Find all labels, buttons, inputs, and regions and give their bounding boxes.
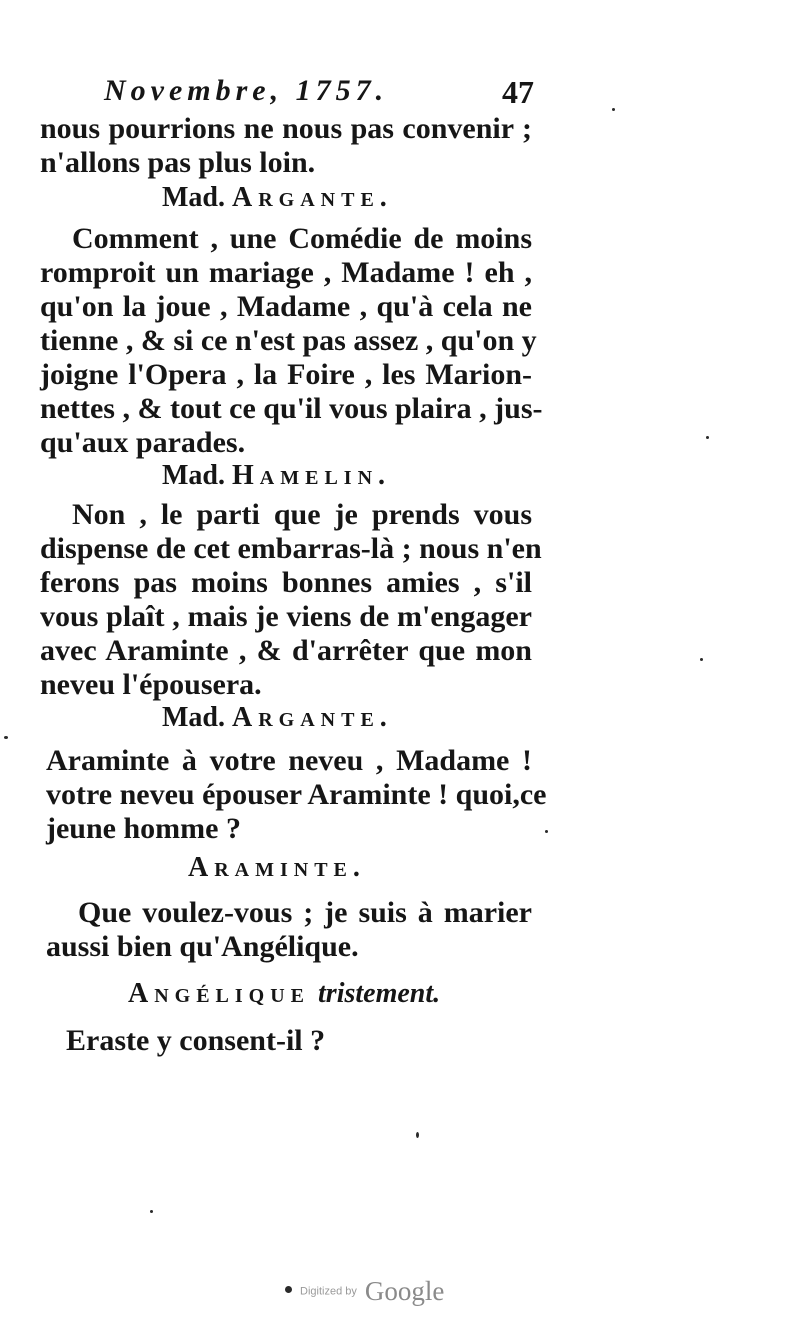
speaker-name: Hamelin.	[232, 460, 392, 491]
speaker-heading	[162, 702, 393, 734]
text-line: neveu l'épousera.	[40, 668, 262, 701]
speaker-heading	[188, 852, 366, 884]
text-line: nettes , & tout ce qu'il vous plaira , jus-	[40, 392, 543, 425]
text-line: tienne , & si ce n'est pas assez , qu'on y	[40, 324, 537, 357]
ink-speck	[545, 830, 548, 833]
text-line: Araminte à votre neveu , Madame !	[46, 744, 532, 777]
text-line: avec Araminte , & d'arrêter que mon	[40, 634, 532, 667]
speaker-prefix: Mad.	[162, 182, 225, 213]
speaker-name: Araminte.	[188, 852, 366, 883]
watermark-small-text: Digitized by	[300, 1285, 357, 1298]
ink-speck	[150, 1210, 153, 1213]
text-line: dispense de cet embarras-là ; nous n'en	[40, 532, 542, 565]
text-line: Non , le parti que je prends vous	[72, 498, 532, 531]
watermark-logo-text: Google	[364, 1276, 445, 1306]
text-line: qu'on la joue , Madame , qu'à cela ne	[40, 290, 532, 323]
stage-direction: tristement.	[318, 978, 441, 1009]
text-line: Comment , une Comédie de moins	[72, 222, 532, 255]
ink-speck	[4, 736, 8, 739]
ink-speck	[612, 108, 615, 111]
running-title: Novembre, 1757.	[104, 74, 389, 107]
text-line: jeune homme ?	[46, 812, 241, 845]
speaker-name: Angélique	[128, 978, 311, 1009]
speaker-heading	[162, 460, 391, 492]
speaker-heading	[162, 182, 393, 214]
speaker-name: Argante.	[232, 182, 393, 213]
page-number: 47	[502, 74, 534, 110]
text-line: nous pourrions ne nous pas convenir ;	[40, 112, 532, 145]
ink-speck	[416, 1132, 419, 1138]
ink-speck	[706, 436, 709, 439]
running-head	[104, 74, 534, 114]
text-line: ferons pas moins bonnes amies , s'il	[40, 566, 532, 599]
text-line: romproit un mariage , Madame ! eh ,	[40, 256, 532, 289]
text-line: Que voulez-vous ; je suis à marier	[78, 896, 532, 929]
speaker-prefix: Mad.	[162, 702, 225, 733]
speaker-heading	[128, 978, 440, 1010]
text-line: vous plaît , mais je viens de m'engager	[40, 600, 532, 633]
speaker-prefix: Mad.	[162, 460, 225, 491]
text-line: qu'aux parades.	[40, 426, 246, 459]
text-line: joigne l'Opera , la Foire , les Marion-	[40, 358, 532, 391]
text-line: aussi bien qu'Angélique.	[46, 930, 359, 963]
ink-speck	[285, 1286, 292, 1293]
speaker-name: Argante.	[232, 702, 393, 733]
ink-speck	[700, 658, 703, 661]
text-line: votre neveu épouser Araminte ! quoi,ce	[46, 778, 547, 811]
digitized-watermark	[300, 1276, 444, 1310]
text-line: n'allons pas plus loin.	[40, 146, 316, 179]
text-line: Eraste y consent-il ?	[66, 1024, 326, 1057]
